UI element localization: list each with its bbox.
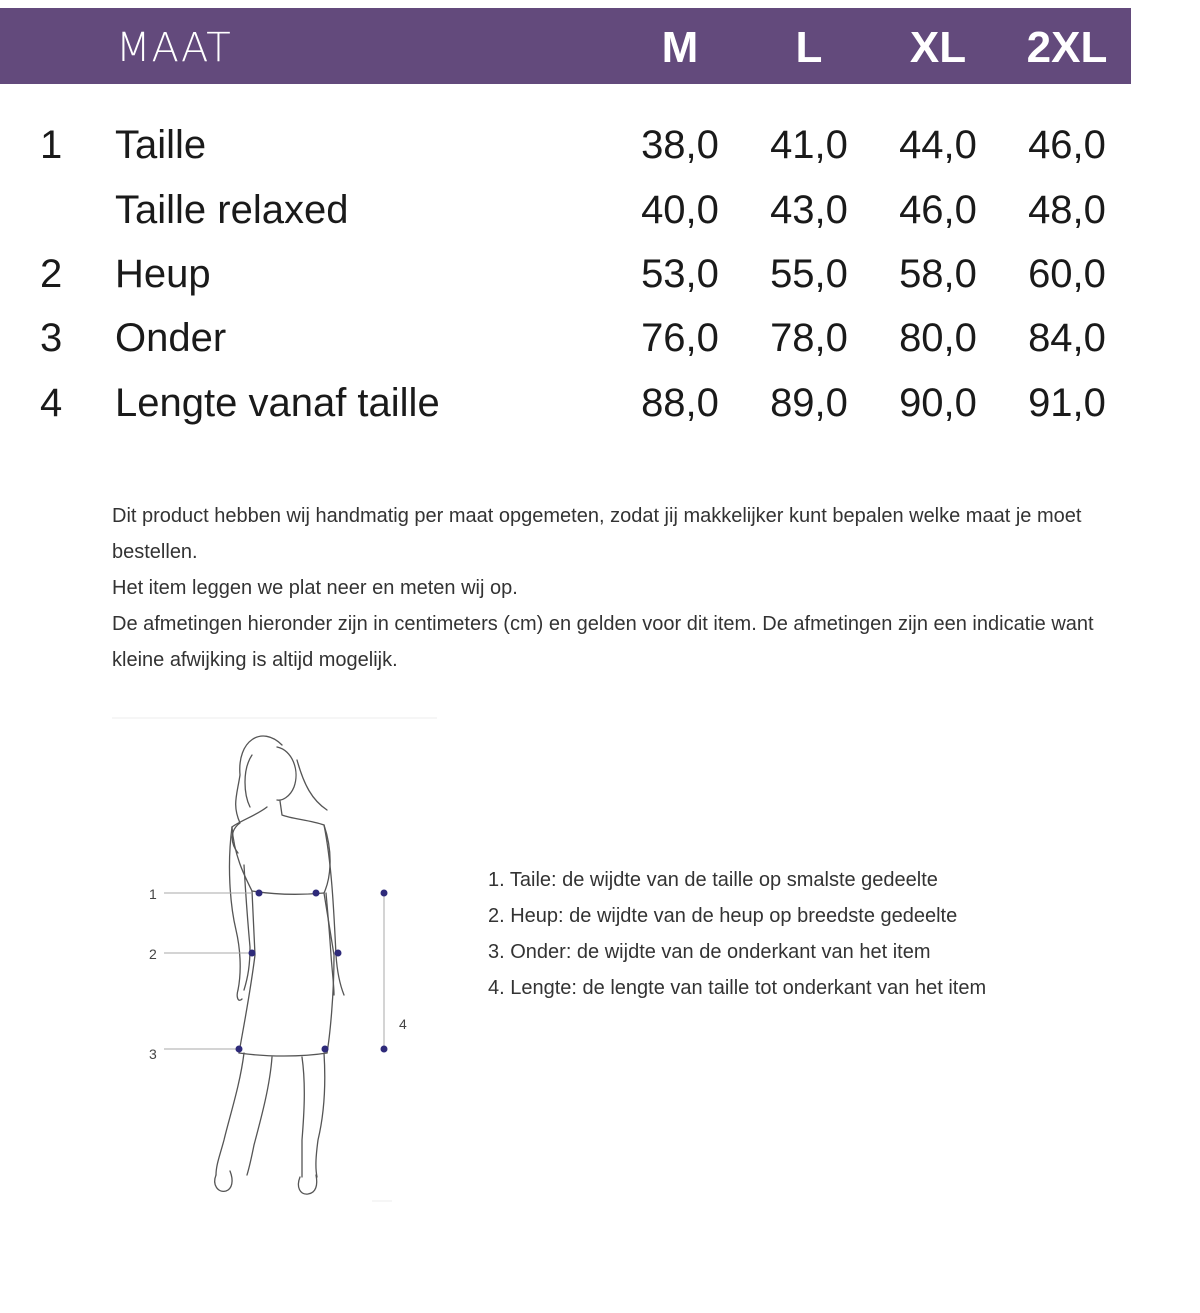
woman-figure-illustration <box>112 715 442 1205</box>
row-value-l: 78,0 <box>770 316 848 360</box>
row-label: Heup <box>115 252 211 296</box>
row-value-m: 88,0 <box>641 381 719 425</box>
table-row <box>0 180 1200 240</box>
description-line: De afmetingen hieronder zijn in centimeters (cm) en gelden voor dit item. De afmetingen zijn een indicatie want kleine afwijking is altijd mogelijk. <box>112 613 1094 671</box>
header-size-2xl: 2XL <box>1026 23 1108 72</box>
marker-label-2: 2 <box>149 946 157 962</box>
legend-item: 3. Onder: de wijdte van de onderkant van het item <box>488 941 931 963</box>
row-value-2xl: 48,0 <box>1028 188 1106 232</box>
hip-marker-dot <box>249 950 256 957</box>
size-table-header <box>0 8 1131 84</box>
marker-label-1: 1 <box>149 886 157 902</box>
header-size-xl: XL <box>909 23 967 72</box>
hip-marker-dot <box>335 950 342 957</box>
marker-label-3: 3 <box>149 1046 157 1062</box>
description-line: Dit product hebben wij handmatig per maat opgemeten, zodat jij makkelijker kunt bepalen welke maat je moet bestellen. <box>112 505 1082 563</box>
row-value-xl: 46,0 <box>899 188 977 232</box>
row-number: 2 <box>40 252 63 296</box>
row-value-xl: 90,0 <box>899 381 977 425</box>
header-size-l: L <box>795 23 823 72</box>
row-value-xl: 44,0 <box>899 123 977 167</box>
measurement-description <box>112 498 1142 678</box>
row-value-xl: 58,0 <box>899 252 977 296</box>
length-marker-dot <box>381 890 388 897</box>
header-size-label: MAAT <box>116 25 232 71</box>
table-row <box>0 308 1200 368</box>
length-marker-dot <box>381 1046 388 1053</box>
measurement-legend <box>488 862 986 1006</box>
marker-label-4: 4 <box>399 1016 407 1032</box>
table-row <box>0 115 1200 175</box>
header-size-m: M <box>661 23 699 72</box>
row-label: Taille <box>115 123 207 167</box>
row-value-l: 55,0 <box>770 252 848 296</box>
row-value-2xl: 46,0 <box>1028 123 1106 167</box>
row-value-l: 41,0 <box>770 123 848 167</box>
hem-marker-dot <box>322 1046 329 1053</box>
row-value-m: 40,0 <box>641 188 719 232</box>
row-value-2xl: 91,0 <box>1028 381 1106 425</box>
row-label: Taille relaxed <box>115 188 349 232</box>
description-line: Het item leggen we plat neer en meten wij op. <box>112 577 518 599</box>
row-number: 3 <box>40 316 63 360</box>
legend-item: 2. Heup: de wijdte van de heup op breedste gedeelte <box>488 905 958 927</box>
row-number: 4 <box>40 381 63 425</box>
measurement-figure <box>112 715 442 1205</box>
legend-item: 4. Lengte: de lengte van taille tot onderkant van het item <box>488 977 987 999</box>
hem-marker-dot <box>236 1046 243 1053</box>
row-value-l: 89,0 <box>770 381 848 425</box>
row-label: Onder <box>115 316 227 360</box>
waist-marker-dot <box>256 890 263 897</box>
table-row <box>0 373 1200 433</box>
row-value-2xl: 60,0 <box>1028 252 1106 296</box>
table-row <box>0 244 1200 304</box>
waist-marker-dot <box>313 890 320 897</box>
legend-item: 1. Taile: de wijdte van de taille op smalste gedeelte <box>488 869 938 891</box>
row-number: 1 <box>40 123 63 167</box>
row-label: Lengte vanaf taille <box>115 381 440 425</box>
row-value-m: 76,0 <box>641 316 719 360</box>
row-value-2xl: 84,0 <box>1028 316 1106 360</box>
row-value-xl: 80,0 <box>899 316 977 360</box>
row-value-m: 38,0 <box>641 123 719 167</box>
row-value-l: 43,0 <box>770 188 848 232</box>
row-value-m: 53,0 <box>641 252 719 296</box>
